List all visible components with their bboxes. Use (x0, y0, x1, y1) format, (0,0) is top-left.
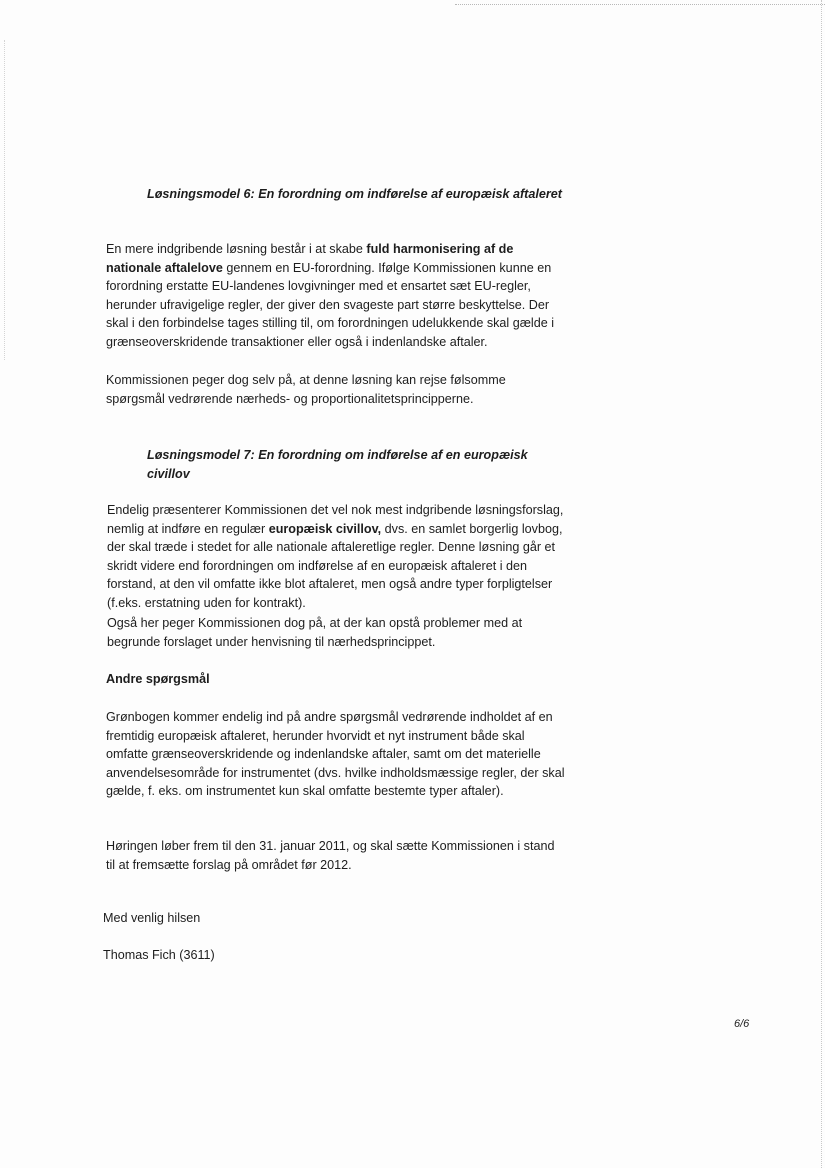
signature: Thomas Fich (3611) (103, 948, 215, 962)
model7-heading: Løsningsmodel 7: En forordning om indførelse af en europæisk civillov (147, 448, 528, 481)
other-paragraph-2: Høringen løber frem til den 31. januar 2011, og skal sætte Kommissionen i stand til at fremsætte forslag på området før 2012. (106, 839, 555, 872)
model6-p1-bold-text: fuld harmonisering af de nationale aftalelove (106, 242, 514, 275)
model6-p1-text-after: gennem en EU-forordning. Ifølge Kommissionen kunne en forordning erstatte EU-landenes lovgivninger med et ensartet sæt EU-regler, herunder ufravigelige regler, der giver den svageste part større beskyttelse. Der skal i den forbindelse tages stilling til, om forordningen udelukkende skal gælde i grænseoverskridende transaktioner eller også i indenlandske aftaler. (106, 260, 555, 349)
page-number: 6/6 (734, 1018, 750, 1030)
model7-paragraph-1 (107, 501, 567, 613)
model6-p1-text-before: En mere indgribende løsning består i at skabe (106, 242, 367, 256)
scan-edge-right (821, 0, 822, 1168)
model7-paragraph-2: Også her peger Kommissionen dog på, at der kan opstå problemer med at begrunde forslaget under henvisning til nærhedsprincippet. (107, 616, 523, 649)
model7-p1-bold-text: europæisk civillov, (268, 521, 382, 536)
closing-greeting: Med venlig hilsen (103, 911, 201, 925)
model6-heading: Løsningsmodel 6: En forordning om indførelse af europæisk aftaleret (147, 187, 562, 201)
model6-paragraph-2: Kommissionen peger dog selv på, at denne løsning kan rejse følsomme spørgsmål vedrørende nærheds- og proportionalitetsprincipperne. (106, 373, 506, 406)
other-questions-heading: Andre spørgsmål (106, 672, 210, 686)
model7-p1-text-before: Endelig præsenterer Kommissionen det vel nok mest indgribende løsningsforslag, nemlig at indføre en regulær (107, 503, 564, 536)
model6-paragraph-1 (106, 240, 566, 352)
other-paragraph-1: Grønbogen kommer endelig ind på andre spørgsmål vedrørende indholdet af en fremtidig europæisk aftaleret, herunder hvorvidt et nyt instrument både skal omfatte grænseoverskridende og indenlandske aftaler, samt om det materielle anvendelsesområde for instrumentet (dvs. hvilke indholdsmæssige regler, der skal gælde, f. eks. om instrumentet kun skal omfatte bestemte typer aftaler). (106, 710, 565, 799)
scan-edge-top (455, 4, 825, 5)
model7-p1-text-after: dvs. en samlet borgerlig lovbog, der skal træde i stedet for alle nationale aftaleretlige regler. Denne løsning går et skridt videre end forordningen om indførelse af en europæisk aftaleret i den forstand, at den vil omfatte ikke blot aftaleret, men også andre typer forpligtelser (f.eks. erstatning uden for kontrakt). (107, 521, 563, 610)
scan-edge-left (4, 40, 5, 360)
